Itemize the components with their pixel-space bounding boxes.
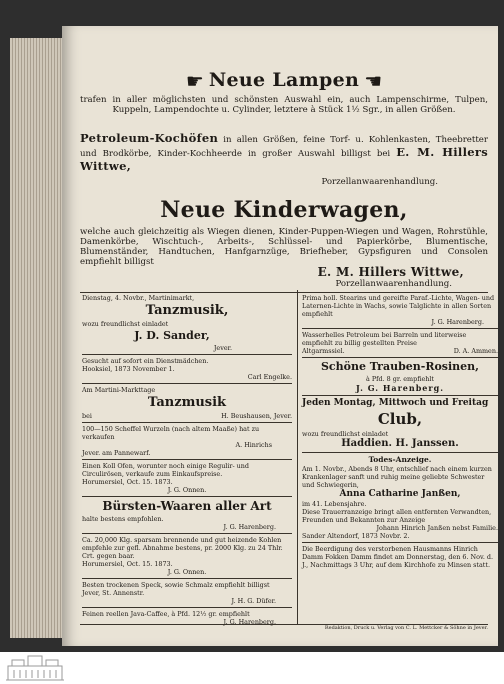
- kinderwagen-firm: E. M. Hillers Wittwe,: [317, 265, 464, 279]
- ad-caffee-text: Feinen reellen Java-Caffee, à Pfd. 12½ gr. empfiehlt: [82, 610, 250, 619]
- ad-tanzmusik-place: Jever.: [213, 344, 232, 352]
- ad-dienstmaedchen-date: Hooksiel, 1873 November 1.: [82, 365, 175, 373]
- divider: [302, 357, 498, 358]
- ad-todes-name: Anna Catharine Janßen,: [339, 488, 461, 499]
- divider: [82, 354, 292, 355]
- ad-todes-head: Todes-Anzeige.: [368, 455, 432, 465]
- ad-todes-text: Am 1. Novbr., Abends 8 Uhr, entschlief nach einem kurzen Krankenlager sanft und ruhig meine geliebte Schwester und Schwiegerin,: [302, 464, 492, 489]
- divider: [82, 422, 292, 423]
- kinderwagen-body: welche auch gleichzeitig als Wiegen dienen, Kinder-Puppen-Wiegen und Wagen, Rohrstühle, Damenkörbe, Wischtuch-, Arbeits-, Schlüssel- und Papierkörbe, Blumentische, Blumenständer, Handtuchen, Hanfgarnzüge, Briefheber, Gypsfiguren und Consolen empfiehlt billigst: [80, 227, 488, 267]
- left-column: [82, 294, 292, 626]
- ad-todes-date: Sander Altendorf, 1873 Novbr. 2.: [302, 531, 410, 540]
- ad-kohlen-name: J. G. Onnen.: [167, 568, 207, 577]
- column-divider: [297, 290, 298, 624]
- divider: [302, 542, 498, 543]
- kochoefen-title: Petroleum-Kochöfen: [80, 131, 219, 145]
- ad-ofen-text: Einen Koll Ofen, worunter noch einige Regulir- und Circulirösen, verkaufe zum Einkaufspreise.: [82, 462, 249, 479]
- ad-club-line: Jeden Montag, Mittwoch und Freitag: [302, 397, 489, 408]
- ad-markttage-line: Am Martini-Markttage: [82, 386, 156, 394]
- divider: [302, 328, 498, 329]
- library-building-logo-icon: [4, 654, 66, 682]
- ad-buersten-name: J. G. Harenberg.: [223, 523, 276, 532]
- ad-dienstmaedchen-text: Gesucht auf sofort ein Dienstmädchen.: [82, 357, 209, 365]
- lampen-heading: [80, 70, 488, 93]
- ad-petroleum-by: [302, 347, 498, 355]
- divider: [302, 452, 498, 453]
- ad-club-pre: wozu freundlichst einladet: [302, 429, 389, 438]
- newspaper-page: [62, 26, 498, 646]
- book-page-edges: [10, 38, 62, 638]
- ad-martinimarkt-line: Dienstag, 4. Novbr., Martinimarkt,: [82, 294, 195, 302]
- ad-rosinen-title: Schöne Trauben-Rosinen,: [320, 360, 480, 373]
- imprint-line: Redaktion, Druck u. Verlag von C. L. Mettcker & Söhne in Jever.: [324, 625, 488, 631]
- ad-tanzmusik-title: Tanzmusik,: [145, 303, 229, 318]
- footer-strip: [0, 652, 504, 684]
- pointing-hand-right-icon: ☛: [185, 69, 204, 93]
- kochoefen-sub: Porzellanwaarenhandlung.: [321, 177, 438, 187]
- kochoefen-body: in allen Größen, feine Torf- u. Kohlenkasten, Theebretter und Brodkörbe, Kinder-Kochheerde in großer Auswahl billigst bei: [80, 135, 488, 159]
- ad-todes-age: im 41. Lebensjahre.: [302, 499, 367, 508]
- divider: [82, 496, 292, 497]
- ad-kohlen-date: Horumersiel, Oct. 15. 1873.: [82, 560, 173, 569]
- ad-lichte-name: J. G. Harenberg.: [431, 318, 484, 326]
- ad-speck-name: J. H. G. Düfer.: [231, 597, 276, 606]
- ad-tanzmusik2-pre: bei: [82, 412, 92, 421]
- ad-tanzmusik2-title: Tanzmusik: [147, 395, 227, 410]
- ad-wurzeln-name: A. Hinrichs: [235, 441, 272, 450]
- ad-petroleum-place: Altgarmssiel.: [302, 347, 345, 355]
- ad-tanzmusik-pre: wozu freundlichst einladet: [82, 320, 169, 329]
- kochoefen-firm: E. M. Hillers Wittwe,: [80, 144, 489, 173]
- ad-todes-sign: Johann Hinrich Janßen nebst Familie.: [376, 523, 498, 532]
- section-divider: [80, 292, 488, 293]
- ad-petroleum-text: Wasserhelles Petroleum bei Barreln und literweise empfiehlt zu billig gestellten Preise: [302, 331, 467, 347]
- divider: [302, 395, 498, 396]
- kochoefen-block: [80, 132, 488, 174]
- ad-rosinen-text: à Pfd. 8 gr. empfiehlt: [366, 374, 434, 383]
- ad-club-title: Club,: [377, 410, 423, 428]
- divider: [82, 533, 292, 534]
- lampen-title: Neue Lampen: [208, 69, 360, 91]
- ad-tanzmusik2-by: [82, 412, 292, 420]
- ad-tanzmusik-name: J. D. Sander,: [134, 329, 210, 343]
- ad-kohlen-text: Ca. 20,000 Klg. sparsam brennende und gut heizende Kohlen empfehle zur gefl. Abnahme bestens, pr. 2000 Klg. zu 24 Thlr. Crt. gegen baar.: [82, 536, 283, 561]
- lampen-body: trafen in aller möglichsten und schönsten Auswahl ein, auch Lampenschirme, Tulpen, Kuppeln, Lampendochte u. Cylinder, letztere à Stück 1½ Sgr., in allen Größen.: [80, 95, 488, 115]
- divider: [82, 578, 292, 579]
- ad-beerdigung-text: Die Beerdigung des verstorbenen Hausmanns Hinrich Damm Fokken Damm findet am Donnerstag, den 6. Nov. d. J., Nachmittags 3 Uhr, auf dem Kirchhofe zu Minsen statt.: [302, 544, 494, 569]
- ad-wurzeln-text: 100—150 Scheffel Wurzeln (nach altem Maaße) hat zu verkaufen: [82, 425, 260, 442]
- ad-rosinen-name: J. G. Harenberg.: [356, 382, 444, 393]
- ad-speck-place: Jever, St. Annenstr.: [82, 589, 145, 598]
- pointing-hand-left-icon: ☚: [364, 69, 383, 93]
- kinderwagen-sub: Porzellanwaarenhandlung.: [335, 279, 452, 289]
- ad-ofen-date: Horumersiel, Oct. 15. 1873.: [82, 478, 173, 487]
- kinderwagen-title: Neue Kinderwagen,: [160, 197, 408, 223]
- right-column: [302, 294, 498, 569]
- ad-wurzeln-place: Jever. am Pannewarf.: [82, 449, 151, 458]
- divider: [82, 607, 292, 608]
- ad-club-name: Haddien. H. Janssen.: [341, 437, 459, 449]
- divider: [82, 459, 292, 460]
- ad-tanzmusik2-name: H. Beushausen, Jever.: [221, 412, 292, 421]
- ad-caffee-name: J. G. Harenberg.: [223, 618, 276, 627]
- ad-todes-text2: Diese Trauerranzeige bringt allen entfernten Verwandten, Freunden und Bekannten zur Anzeige: [302, 507, 492, 524]
- ad-speck-text: Besten trockenen Speck, sowie Schmalz empfiehlt billigst: [82, 581, 270, 590]
- ad-buersten-text: halte bestens empfohlen.: [82, 515, 164, 524]
- divider: [82, 383, 292, 384]
- ad-dienstmaedchen-name: Carl Engelke.: [247, 373, 292, 381]
- ad-ofen-name: J. G. Onnen.: [167, 486, 207, 495]
- ad-buersten-title: Bürsten-Waaren aller Art: [102, 499, 272, 514]
- ad-petroleum-name: D. A. Ammen.: [453, 347, 498, 355]
- ad-lichte-text: Prima holl. Stearins und gereifte Paraf.-Lichte, Wagen- und Laternen-Lichte in Wachs, sowie Talglichte in allen Sorten empfiehlt: [302, 294, 495, 318]
